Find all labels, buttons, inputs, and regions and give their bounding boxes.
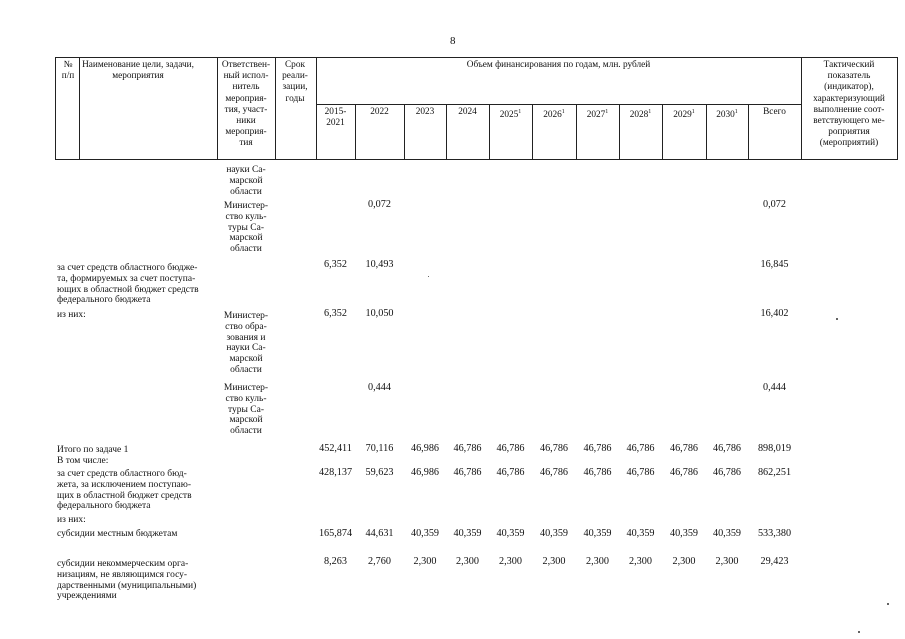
value-cell: 2,300	[672, 556, 696, 567]
header-name: Наименование цели, задачи, мероприятия	[82, 60, 194, 82]
value-cell: 40,359	[453, 528, 482, 539]
scan-speck	[836, 318, 838, 320]
value-cell: 2,300	[499, 556, 522, 567]
value-cell: 0,444	[368, 382, 391, 393]
value-cell: 46,786	[626, 443, 655, 454]
value-cell: 46,786	[496, 467, 525, 478]
header-term: Срок реали- зации, годы	[282, 60, 308, 104]
year-row-border	[316, 104, 801, 105]
value-cell: 16,845	[760, 259, 789, 270]
column-divider	[897, 57, 898, 160]
year-header: 2027$^1$	[586, 109, 609, 121]
value-cell: 46,786	[539, 467, 568, 478]
value-cell: 2,300	[542, 556, 566, 567]
value-cell: 46,786	[712, 467, 741, 478]
year-header: 2023	[415, 107, 435, 117]
value-cell: 898,019	[757, 443, 792, 454]
scan-speck	[858, 631, 860, 633]
value-cell: 46,786	[712, 443, 741, 454]
year-header: Всего	[763, 107, 786, 117]
value-cell: 533,380	[757, 528, 792, 539]
value-cell: 2,760	[368, 556, 391, 567]
header-executor: Ответствен- ный испол- нитель мероприя- тия, участ- ники мероприя- тия	[221, 60, 271, 149]
value-cell: 46,786	[669, 443, 698, 454]
value-cell: 40,359	[410, 528, 439, 539]
value-cell: 46,786	[496, 443, 525, 454]
scan-speck	[887, 603, 889, 605]
value-cell: 0,072	[368, 199, 391, 210]
value-cell: 59,623	[365, 467, 394, 478]
value-cell: 2,300	[629, 556, 652, 567]
executor-cell: науки Са- марской области	[226, 165, 266, 197]
value-cell: 46,786	[583, 443, 612, 454]
row-label: субсидии местным бюджетам	[57, 529, 178, 539]
year-header: 2015- 2021	[324, 107, 347, 129]
year-header: 2025$^1$	[499, 109, 522, 121]
value-cell: 0,444	[763, 382, 786, 393]
value-cell: 6,352	[324, 308, 347, 319]
row-label: из них:	[57, 515, 86, 525]
value-cell: 40,359	[539, 528, 568, 539]
header-indicator: Тактический показатель (индикатор), характеризующий выполнение соот- ветствующего ме- роприятия (мероприятий)	[813, 60, 885, 149]
row-label: за счет средств областного бюдже- та, формируемых за счет поступа- ющих в областной бюджет средств федерального бюджета	[57, 263, 199, 306]
value-cell: 40,359	[496, 528, 525, 539]
value-cell: 428,137	[318, 467, 353, 478]
value-cell: 46,786	[583, 467, 612, 478]
value-cell: 29,423	[760, 556, 789, 567]
row-label: из них:	[57, 310, 86, 320]
value-cell: 44,631	[365, 528, 394, 539]
year-header: 2024	[458, 107, 477, 117]
value-cell: 862,251	[757, 467, 792, 478]
row-label: Итого по задаче 1	[57, 445, 129, 455]
value-cell: 40,359	[583, 528, 612, 539]
value-cell: 40,359	[626, 528, 655, 539]
value-cell: 2,300	[586, 556, 609, 567]
executor-cell: Министер- ство куль- туры Са- марской области	[223, 201, 269, 255]
row-label: В том числе:	[57, 456, 109, 466]
year-header: 2030$^1$	[716, 109, 738, 121]
table-top-border	[55, 57, 897, 58]
row-label: субсидии некоммерческим орга- низациям, не являющимся госу- дарственными (муниципальными) учреждениями	[57, 559, 197, 602]
row-label: за счет средств областного бюд- жета, за исключением поступаю- щих в областной бюджет средств федерального бюджета	[57, 469, 192, 512]
value-cell: 10,050	[365, 308, 394, 319]
year-header: 2028$^1$	[629, 109, 652, 121]
value-cell: 8,263	[324, 556, 347, 567]
value-cell: 46,786	[669, 467, 698, 478]
header-bottom-border	[55, 159, 897, 160]
value-cell: 46,786	[539, 443, 568, 454]
value-cell: 46,786	[453, 467, 482, 478]
year-header: 2026$^1$	[543, 109, 565, 121]
column-divider	[55, 57, 56, 160]
value-cell: 10,493	[365, 259, 394, 270]
value-cell: 46,786	[626, 467, 655, 478]
value-cell: 2,300	[456, 556, 479, 567]
value-cell: 40,359	[712, 528, 741, 539]
page-number: 8	[450, 35, 456, 47]
value-cell: 16,402	[760, 308, 789, 319]
scan-speck	[428, 276, 429, 277]
executor-cell: Министер- ство куль- туры Са- марской области	[223, 383, 269, 437]
value-cell: 165,874	[318, 528, 353, 539]
year-header: 2029$^1$	[673, 109, 695, 121]
value-cell: 46,986	[410, 467, 439, 478]
value-cell: 46,786	[453, 443, 482, 454]
value-cell: 2,300	[413, 556, 437, 567]
year-header: 2022	[370, 107, 389, 117]
header-financing: Объем финансирования по годам, млн. рублей	[466, 60, 651, 70]
value-cell: 70,116	[365, 443, 394, 454]
value-cell: 40,359	[669, 528, 698, 539]
header-number: № п/п	[61, 60, 75, 82]
value-cell: 46,986	[410, 443, 439, 454]
value-cell: 6,352	[324, 259, 347, 270]
executor-cell: Министер- ство обра- зования и науки Са- марской области	[223, 311, 269, 375]
value-cell: 0,072	[763, 199, 786, 210]
value-cell: 2,300	[715, 556, 739, 567]
value-cell: 452,411	[319, 443, 352, 454]
